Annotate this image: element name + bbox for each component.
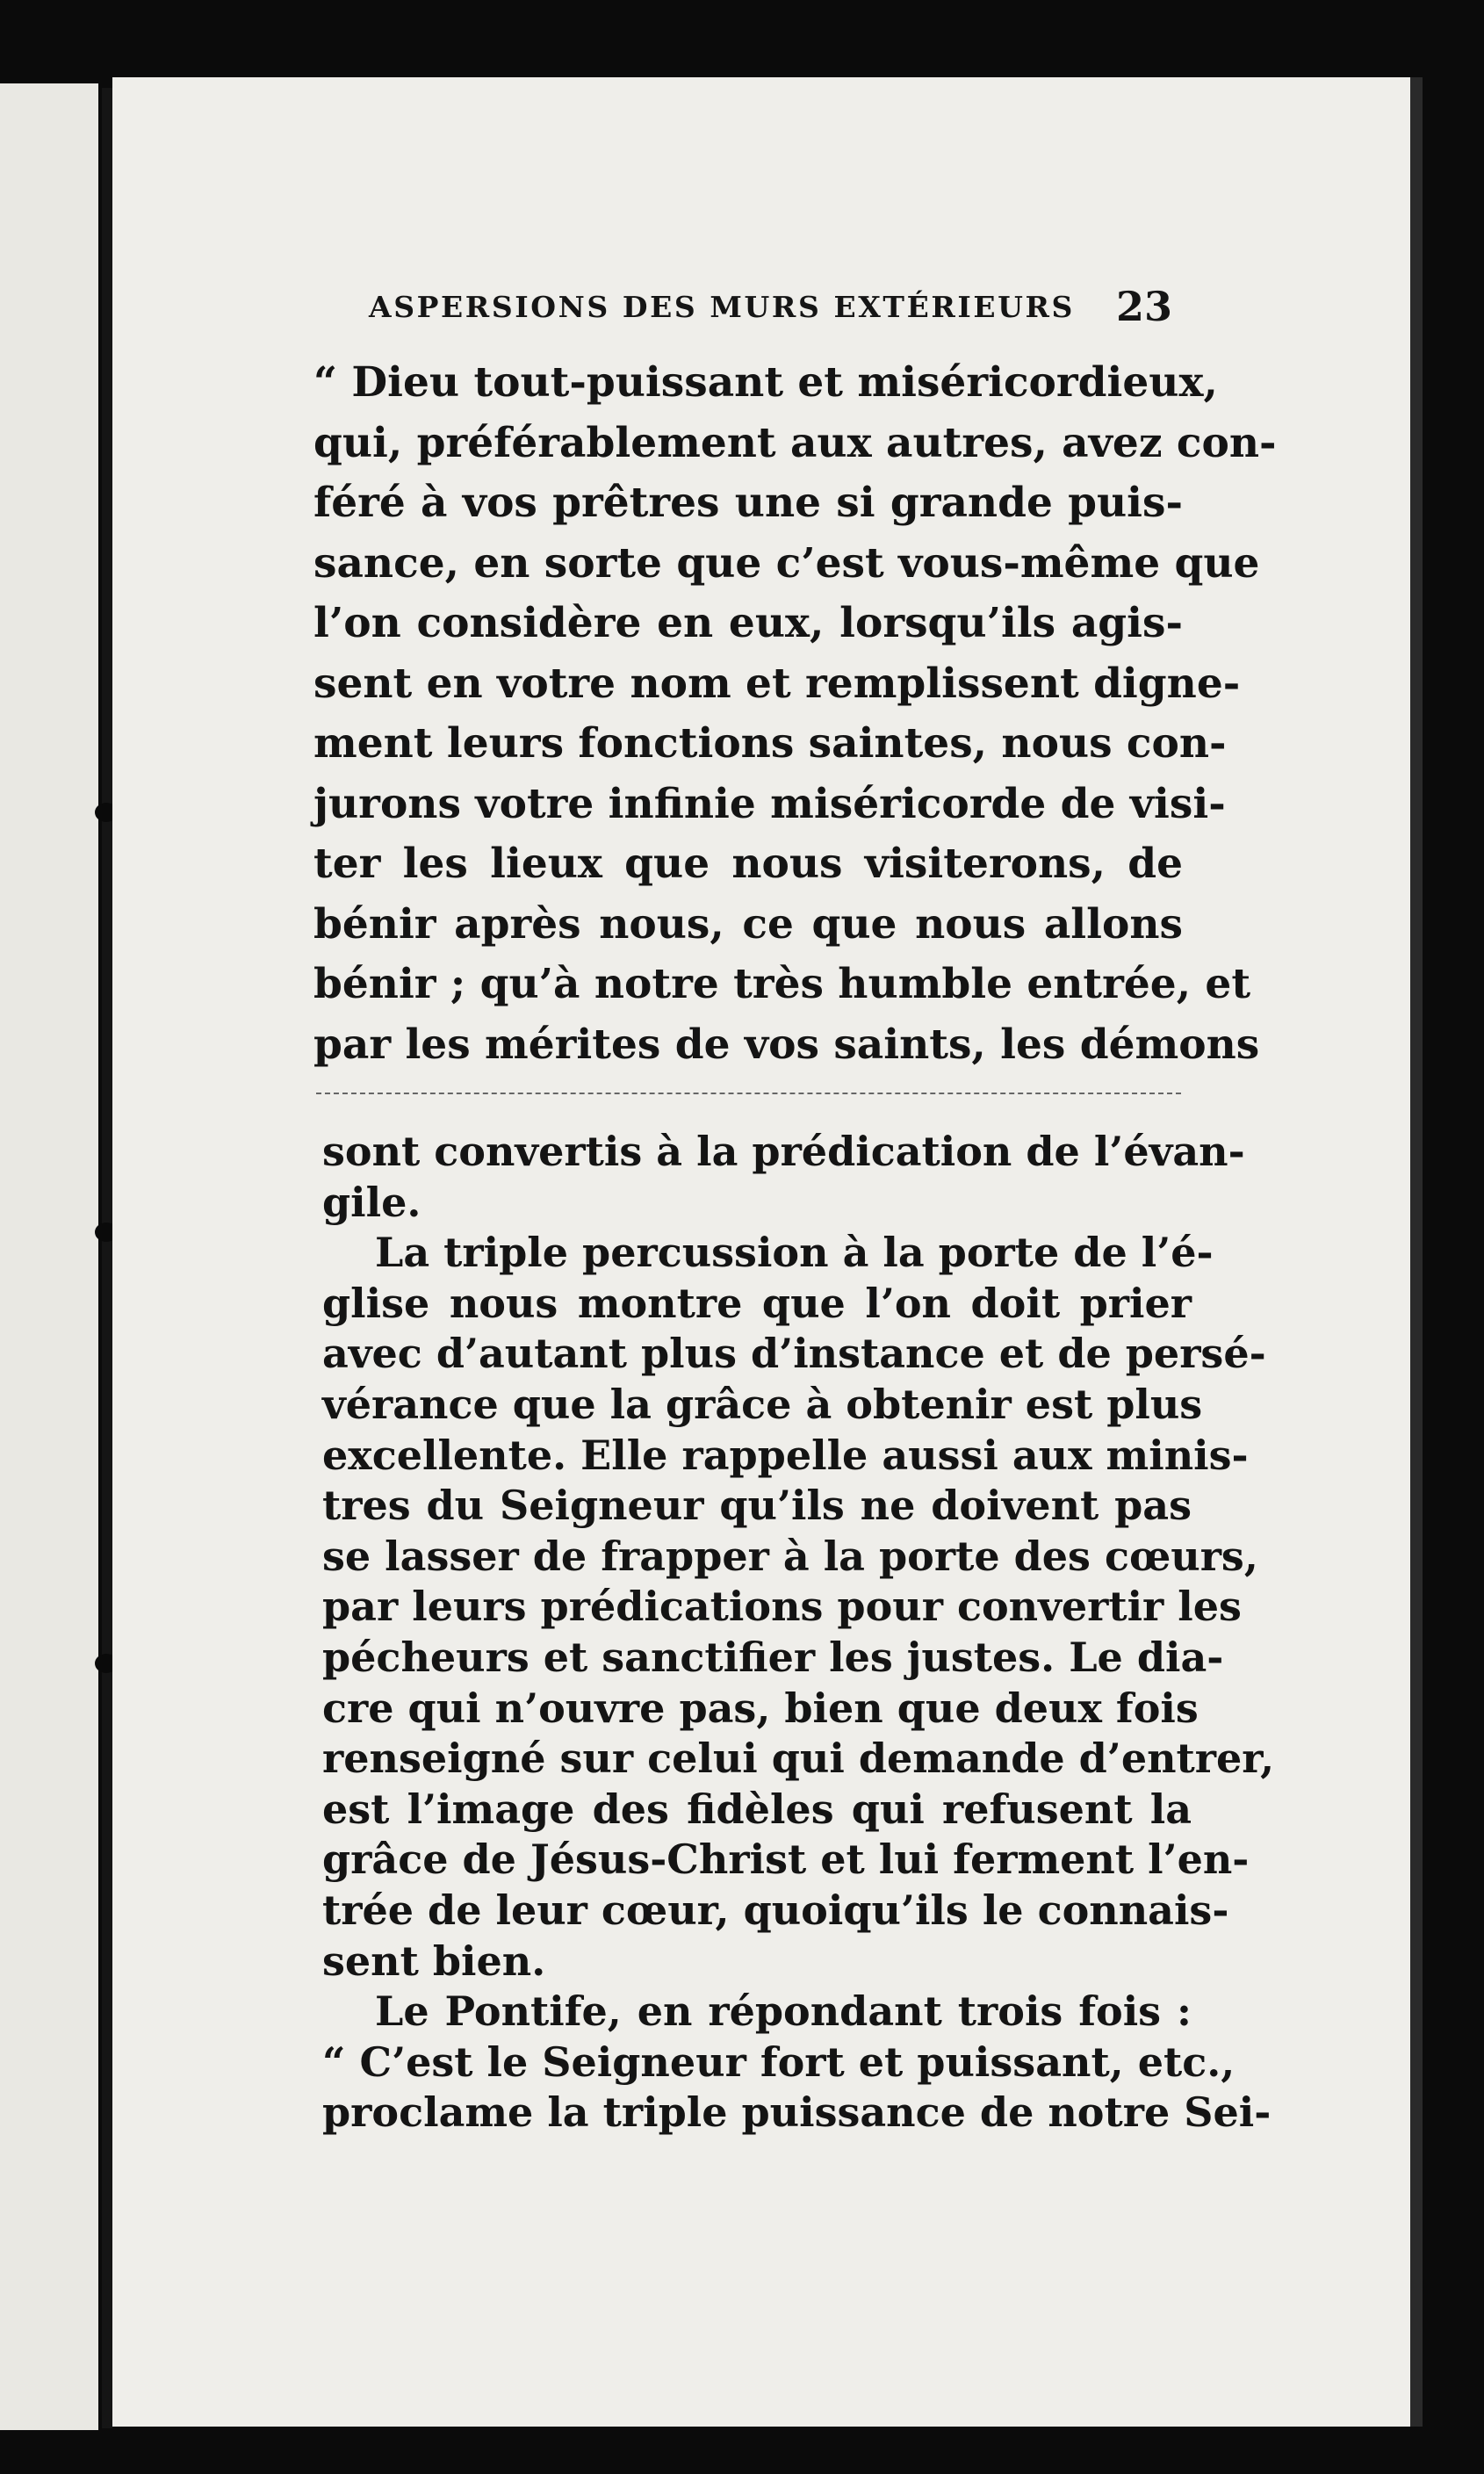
text-line: La triple percussion à la porte de l’é- bbox=[375, 1229, 1214, 1277]
text-line: proclame la triple puissance de notre Sei- bbox=[322, 2088, 1271, 2137]
text-line: gile. bbox=[322, 1178, 421, 1226]
text-line: par leurs prédications pour convertir les bbox=[322, 1583, 1242, 1631]
text-line: renseigné sur celui qui demande d’entrer, bbox=[322, 1735, 1275, 1783]
text-line: cre qui n’ouvre pas, bien que deux fois bbox=[322, 1684, 1199, 1732]
text-line: l’on considère en eux, lorsqu’ils agis- bbox=[313, 599, 1183, 647]
text-line: est l’image des fidèles qui refusent la bbox=[322, 1785, 1192, 1833]
text-line: qui, préférablement aux autres, avez con- bbox=[313, 418, 1277, 467]
facing-page-edge bbox=[0, 83, 98, 2430]
text-block-bottom bbox=[322, 1127, 1275, 2139]
text-line: féré à vos prêtres une si grande puis- bbox=[313, 479, 1183, 527]
text-line: ter les lieux que nous visiterons, de bbox=[313, 840, 1183, 888]
text-line: sance, en sorte que c’est vous-même que bbox=[313, 538, 1260, 588]
page-number: 23 bbox=[1115, 283, 1172, 330]
text-line: vérance que la grâce à obtenir est plus bbox=[322, 1380, 1203, 1428]
text-line: “ C’est le Seigneur fort et puissant, etc., bbox=[322, 2038, 1235, 2086]
text-line: avec d’autant plus d’instance et de persé- bbox=[322, 1330, 1266, 1378]
running-title: ASPERSIONS DES MURS EXTÉRIEURS bbox=[369, 290, 1075, 324]
text-line: trée de leur cœur, quoiqu’ils le connais- bbox=[322, 1886, 1229, 1934]
text-line: Le Pontife, en répondant trois fois : bbox=[375, 1987, 1192, 2036]
text-block-top bbox=[313, 353, 1277, 1075]
text-line: sent en votre nom et remplissent digne- bbox=[313, 659, 1241, 708]
section-divider bbox=[316, 1093, 1181, 1094]
text-line: bénir ; qu’à notre très humble entrée, et bbox=[313, 960, 1251, 1008]
text-line: grâce de Jésus-Christ et lui ferment l’en- bbox=[322, 1836, 1250, 1884]
page-edge-shadow bbox=[1410, 77, 1423, 2427]
text-line: tres du Seigneur qu’ils ne doivent pas bbox=[322, 1482, 1192, 1530]
text-line: excellente. Elle rappelle aussi aux minis- bbox=[322, 1431, 1249, 1479]
text-line: jurons votre infinie miséricorde de visi- bbox=[313, 779, 1226, 828]
text-line: glise nous montre que l’on doit prier bbox=[322, 1279, 1192, 1327]
text-line: “ Dieu tout-puissant et miséricordieux, bbox=[313, 358, 1218, 407]
text-line: ment leurs fonctions saintes, nous con- bbox=[313, 719, 1227, 768]
page-header bbox=[369, 283, 1172, 343]
text-line: par les mérites de vos saints, les démons bbox=[313, 1020, 1260, 1069]
text-line: sont convertis à la prédication de l’évan- bbox=[322, 1128, 1245, 1175]
text-line: pécheurs et sanctifier les justes. Le dia- bbox=[322, 1633, 1224, 1681]
text-line: se lasser de frapper à la porte des cœurs, bbox=[322, 1532, 1258, 1580]
text-line: sent bien. bbox=[322, 1937, 546, 1985]
text-line: bénir après nous, ce que nous allons bbox=[313, 899, 1183, 948]
binding-gutter bbox=[102, 88, 112, 2428]
